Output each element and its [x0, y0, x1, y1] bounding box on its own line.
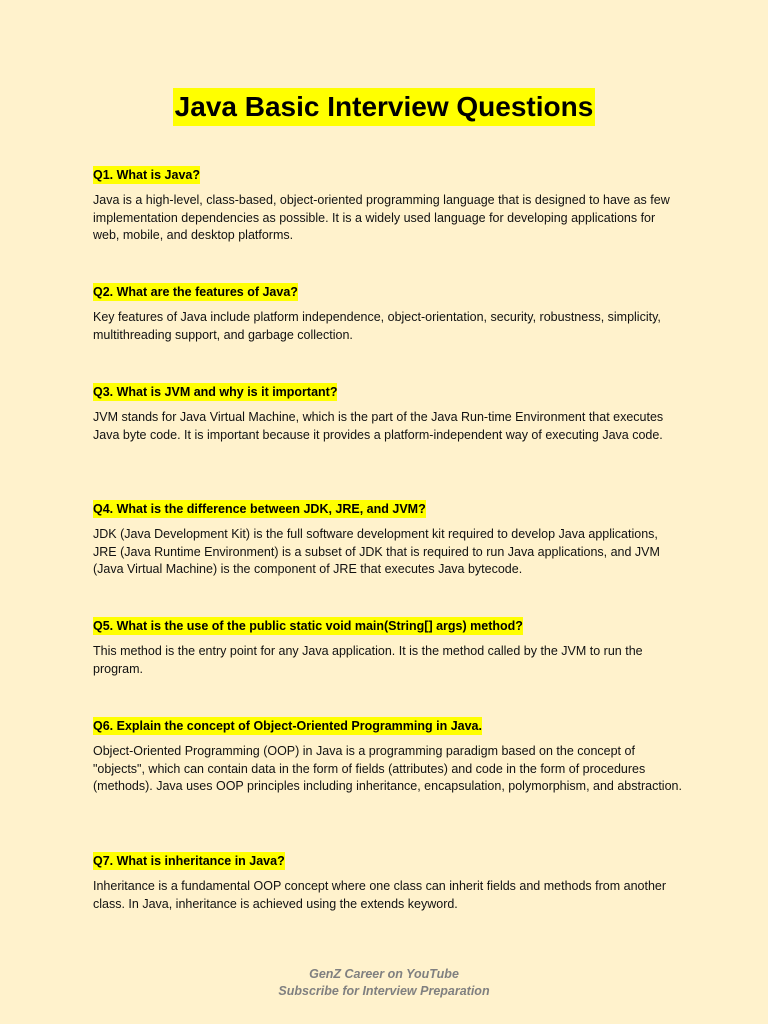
qa-item-1	[93, 166, 683, 245]
answer-6: Object-Oriented Programming (OOP) in Java is a programming paradigm based on the concept of "objects", which can contain data in the form of fields (attributes) and code in the form of procedures (methods). Java uses OOP principles including inheritance, encapsulation, polymorphism, and abstraction.	[93, 744, 682, 793]
question-3: Q3. What is JVM and why is it important?	[93, 385, 338, 399]
footer-subscribe-text: Subscribe for Interview Preparation	[278, 984, 490, 998]
answer-3: JVM stands for Java Virtual Machine, which is the part of the Java Run-time Environment that executes Java byte code. It is important because it provides a platform-independent way of executing Java code.	[93, 410, 664, 442]
footer	[0, 966, 768, 1000]
question-1: Q1. What is Java?	[93, 168, 200, 182]
qa-item-2	[93, 283, 683, 344]
answer-2: Key features of Java include platform independence, object-orientation, security, robustness, simplicity, multithreading support, and garbage collection.	[93, 310, 661, 342]
page-title: Java Basic Interview Questions	[173, 88, 596, 126]
question-2: Q2. What are the features of Java?	[93, 285, 298, 299]
answer-1: Java is a high-level, class-based, object-oriented programming language that is designed to have as few implementation dependencies as possible. It is a widely used language for developing applications for web, mobile, and desktop platforms.	[93, 193, 670, 242]
qa-item-5	[93, 617, 683, 678]
qa-item-3	[93, 383, 683, 444]
answer-4: JDK (Java Development Kit) is the full software development kit required to develop Java applications, JRE (Java Runtime Environment) is a subset of JDK that is required to run Java applications, and JVM (Java Virtual Machine) is the component of JRE that executes Java bytecode.	[93, 527, 660, 576]
qa-item-6	[93, 717, 683, 796]
qa-item-7	[93, 852, 683, 913]
footer-channel-text: GenZ Career on YouTube	[309, 967, 459, 981]
question-7: Q7. What is inheritance in Java?	[93, 854, 285, 868]
question-4: Q4. What is the difference between JDK, JRE, and JVM?	[93, 502, 426, 516]
title-wrapper	[0, 88, 768, 126]
question-5: Q5. What is the use of the public static void main(String[] args) method?	[93, 619, 523, 633]
answer-5: This method is the entry point for any Java application. It is the method called by the JVM to run the program.	[93, 644, 643, 676]
answer-7: Inheritance is a fundamental OOP concept where one class can inherit fields and methods from another class. In Java, inheritance is achieved using the extends keyword.	[93, 879, 667, 911]
qa-item-4	[93, 500, 683, 579]
question-6: Q6. Explain the concept of Object-Oriented Programming in Java.	[93, 719, 482, 733]
